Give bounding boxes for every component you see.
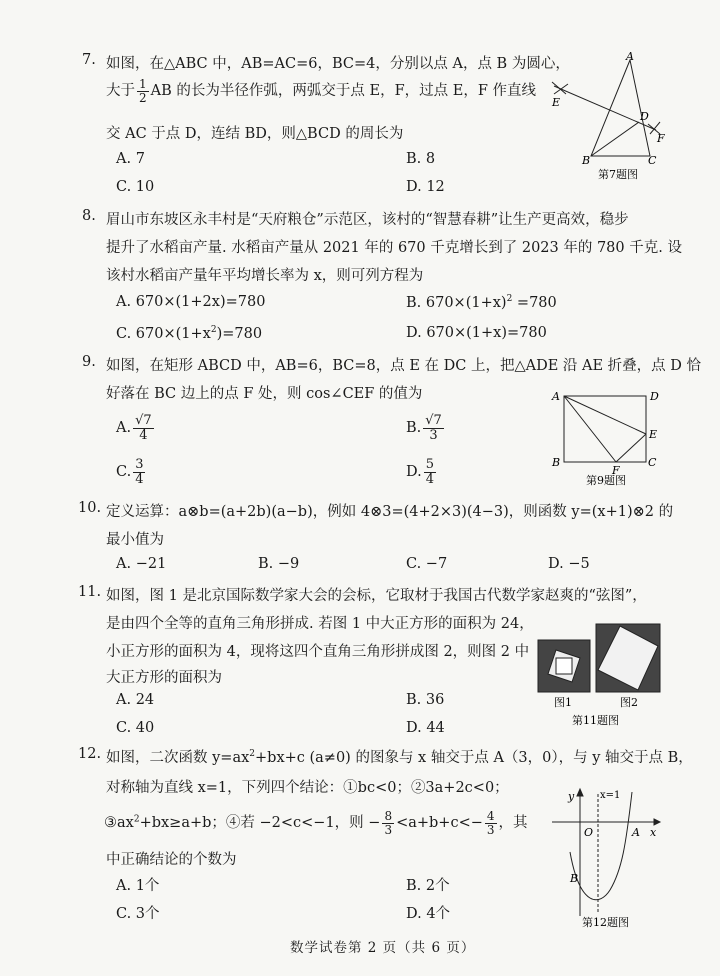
page-footer: 数学试卷第 2 页（共 6 页） [290, 940, 476, 956]
q9-figure [548, 388, 668, 488]
q12-line4: 中正确结论的个数为 [106, 852, 237, 868]
q12-label-y: y [568, 790, 575, 803]
q11-caption-fig1: 图1 [554, 696, 572, 709]
q8-option-c: C. $670\times(1+x^2)=780$ [116, 325, 263, 342]
q11-option-a: A. 24 [116, 692, 155, 708]
q8-option-d: D. 670×(1+x)=780 [406, 325, 547, 341]
q11-line4: 大正方形的面积为 [106, 670, 222, 686]
q9-caption: 第9题图 [586, 474, 626, 487]
q12-option-d: D. 4个 [406, 906, 451, 922]
q11-figure [534, 620, 664, 730]
q11-number: 11. [78, 584, 102, 600]
q8-number: 8. [82, 208, 96, 224]
q11-option-c: C. 40 [116, 720, 155, 736]
q7-option-c: C. 10 [116, 179, 155, 195]
q10-option-d: D. −5 [548, 556, 590, 572]
q12-label-x: x [650, 826, 657, 839]
q8-option-b: B. $670\times(1+x)^2 =780$ [406, 294, 557, 311]
q11-figure2 [596, 624, 660, 692]
q11-line3: 小正方形的面积为 4，现将这四个直角三角形拼成图 2，则图 2 中 [106, 644, 530, 660]
q10-line2: 最小值为 [106, 532, 164, 548]
q12-line3: $③ax^2+bx\ge a+b$；④若 −2<c<−1，则 − $\frac{8}{3}$ <a+b+c<− $\frac{4}{3}$ ，其 [104, 809, 528, 837]
q8-line2: 提升了水稻亩产量. 水稻亩产量从 2021 年的 670 千克增长到了 2023 年的 780 千克. 设 [106, 240, 682, 256]
q10-option-a: A. −21 [116, 556, 167, 572]
q7-label-a: A [626, 50, 634, 63]
q12-option-a: A. 1个 [116, 878, 160, 894]
q9-option-d: D. $\frac{5}{4}$ [406, 457, 434, 487]
q8-option-a: A. 670×(1+2x)=780 [116, 294, 266, 310]
q9-label-b: B [552, 456, 561, 469]
q11-option-b: B. 36 [406, 692, 445, 708]
q9-line1: 如图，在矩形 ABCD 中，AB=6，BC=8，点 E 在 DC 上，把△ADE 沿 AE 折叠，点 D 恰 [106, 358, 702, 374]
q7-option-d: D. 12 [406, 179, 445, 195]
q9-line2: 好落在 BC 边上的点 F 处，则 cos∠CEF 的值为 [106, 386, 423, 402]
q7-label-e: E [552, 96, 561, 109]
q7-line2: 大于 $\frac{1}{2}$ AB 的长为半径作弧，两弧交于点 E，F，过点 E，F 作直线 [106, 77, 536, 105]
q7-option-a: A. 7 [116, 151, 145, 167]
q11-line1: 如图，图 1 是北京国际数学家大会的会标，它取材于我国古代数学家赵爽的“弦图”， [106, 588, 647, 604]
q9-label-f: F [612, 464, 620, 477]
q8-line1: 眉山市东坡区永丰村是“天府粮仓”示范区，该村的“智慧春耕”让生产更高效，稳步 [106, 212, 629, 228]
q9-option-c: C. $\frac{3}{4}$ [116, 457, 144, 487]
q7-fraction: $\frac{1}{2}$ [139, 77, 147, 105]
q9-label-c: C [648, 456, 657, 469]
q12-label-b: B [570, 872, 579, 885]
q12-label-o: O [584, 826, 594, 839]
q9-label-a: A [552, 390, 560, 403]
q11-caption: 第11题图 [572, 714, 619, 727]
q12-number: 12. [78, 746, 102, 762]
q7-number: 7. [82, 52, 96, 68]
q10-number: 10. [78, 500, 102, 516]
q7-line1: 如图，在△ABC 中，AB=AC=6，BC=4，分别以点 A，点 B 为圆心， [106, 56, 570, 72]
q11-line2: 是由四个全等的直角三角形拼成. 若图 1 中大正方形的面积为 24， [106, 616, 534, 632]
q7-line3: 交 AC 于点 D，连结 BD，则△BCD 的周长为 [106, 126, 404, 142]
q8-line3: 该村水稻亩产量年平均增长率为 x，则可列方程为 [106, 268, 424, 284]
q7-option-b: B. 8 [406, 151, 436, 167]
q12-label-axis: x=1 [600, 790, 621, 801]
q12-caption: 第12题图 [582, 916, 629, 929]
q7-label-f: F [657, 132, 665, 145]
q11-option-d: D. 44 [406, 720, 445, 736]
q12-option-b: B. 2个 [406, 878, 450, 894]
q12-line2: 对称轴为直线 x=1，下列四个结论：①bc<0；②3a+2c<0； [106, 780, 509, 796]
q10-option-c: C. −7 [406, 556, 448, 572]
q9-label-e: E [649, 428, 658, 441]
q9-label-d: D [650, 390, 659, 403]
q9-option-b: B. $\frac{√7}{3}$ [406, 413, 442, 443]
q10-line1: 定义运算：a⊗b=(a+2b)(a−b)，例如 4⊗3=(4+2×3)(4−3)，则函数 y=(x+1)⊗2 的 [106, 504, 674, 520]
q12-line1: 如图，二次函数 $y=ax^2+bx+c$ (a≠0) 的图象与 x 轴交于点 A（3，0），与 y 轴交于点 B， [106, 749, 693, 766]
q7-label-b: B [582, 154, 591, 167]
q7-label-c: C [648, 154, 657, 167]
q7-caption: 第7题图 [598, 168, 638, 181]
q12-label-a: A [632, 826, 640, 839]
q9-option-a: A. $\frac{√7}{4}$ [116, 413, 152, 443]
q9-number: 9. [82, 354, 96, 370]
q7-figure [544, 48, 674, 183]
q11-caption-fig2: 图2 [620, 696, 638, 709]
q12-option-c: C. 3个 [116, 906, 160, 922]
q7-label-d: D [640, 110, 649, 123]
q12-figure [550, 786, 670, 930]
q11-figure1 [538, 640, 590, 692]
q10-option-b: B. −9 [258, 556, 300, 572]
